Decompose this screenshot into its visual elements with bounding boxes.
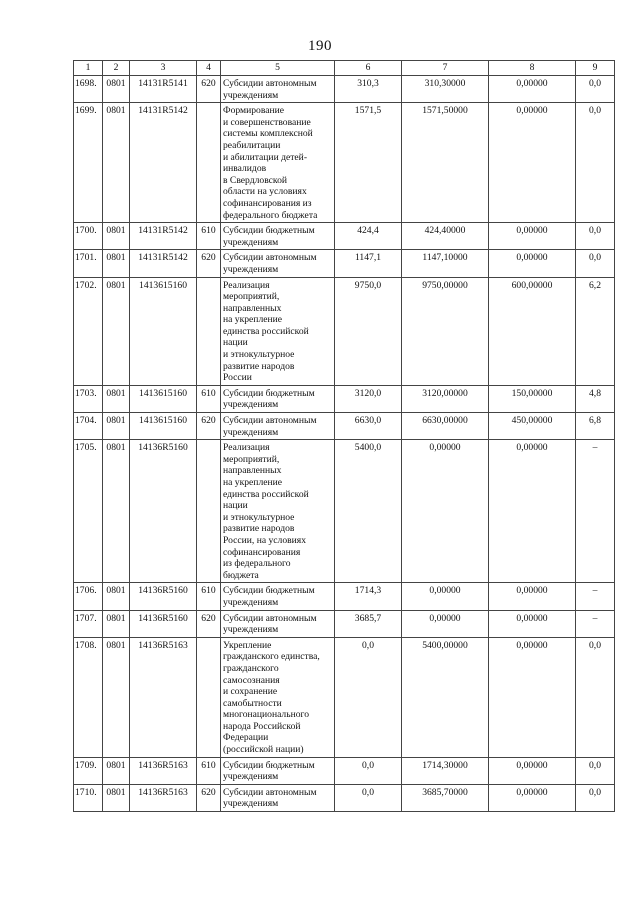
section-code-cell: 0801 <box>103 757 130 784</box>
description-cell: Субсидии автономным учреждениям <box>221 784 335 811</box>
table-row <box>74 637 615 757</box>
approved-amount-cell: 0,0 <box>335 784 402 811</box>
table-row <box>74 103 615 223</box>
target-code-cell: 14136R5160 <box>130 610 197 637</box>
approved-amount-cell: 9750,0 <box>335 277 402 385</box>
description-cell: Субсидии бюджетным учреждениям <box>221 223 335 250</box>
approved-amount-cell: 1571,5 <box>335 103 402 223</box>
expense-type-cell: 610 <box>197 223 221 250</box>
approved-amount-cell: 3685,7 <box>335 610 402 637</box>
executed-amount-cell: 3685,70000 <box>402 784 489 811</box>
column-header-3: 3 <box>130 61 197 76</box>
executed-amount-cell: 424,40000 <box>402 223 489 250</box>
target-code-cell: 14131R5142 <box>130 250 197 277</box>
row-number-cell: 1707. <box>74 610 103 637</box>
target-code-cell: 14136R5160 <box>130 440 197 583</box>
table-row <box>74 610 615 637</box>
approved-amount-cell: 1147,1 <box>335 250 402 277</box>
executed-amount-cell: 0,00000 <box>402 440 489 583</box>
executed-amount-cell: 3120,00000 <box>402 385 489 412</box>
table-row <box>74 76 615 103</box>
expense-type-cell: 610 <box>197 583 221 610</box>
row-number-cell: 1705. <box>74 440 103 583</box>
period-amount-cell: 150,00000 <box>489 385 576 412</box>
expense-type-cell: 620 <box>197 784 221 811</box>
period-amount-cell: 0,00000 <box>489 103 576 223</box>
section-code-cell: 0801 <box>103 610 130 637</box>
approved-amount-cell: 0,0 <box>335 637 402 757</box>
approved-amount-cell: 1714,3 <box>335 583 402 610</box>
description-cell: Субсидии бюджетным учреждениям <box>221 385 335 412</box>
section-code-cell: 0801 <box>103 637 130 757</box>
section-code-cell: 0801 <box>103 385 130 412</box>
executed-amount-cell: 0,00000 <box>402 610 489 637</box>
budget-table <box>73 60 615 812</box>
approved-amount-cell: 310,3 <box>335 76 402 103</box>
table-row <box>74 784 615 811</box>
row-number-cell: 1706. <box>74 583 103 610</box>
table-row <box>74 385 615 412</box>
description-cell: Укрепление гражданского единства, гражданского самосознания и сохранение самобытности многонационального народа Российской Федерации (российской нации) <box>221 637 335 757</box>
table-row <box>74 440 615 583</box>
description-cell: Реализация мероприятий, направленных на укрепление единства российской нации и этнокультурное развитие народов России <box>221 277 335 385</box>
table-row <box>74 757 615 784</box>
percent-cell: 0,0 <box>576 103 615 223</box>
executed-amount-cell: 9750,00000 <box>402 277 489 385</box>
target-code-cell: 14131R5142 <box>130 223 197 250</box>
expense-type-cell <box>197 637 221 757</box>
approved-amount-cell: 6630,0 <box>335 413 402 440</box>
period-amount-cell: 0,00000 <box>489 250 576 277</box>
table-row <box>74 250 615 277</box>
section-code-cell: 0801 <box>103 76 130 103</box>
section-code-cell: 0801 <box>103 277 130 385</box>
period-amount-cell: 0,00000 <box>489 583 576 610</box>
expense-type-cell <box>197 277 221 385</box>
approved-amount-cell: 0,0 <box>335 757 402 784</box>
executed-amount-cell: 1714,30000 <box>402 757 489 784</box>
expense-type-cell <box>197 103 221 223</box>
section-code-cell: 0801 <box>103 784 130 811</box>
table-row <box>74 277 615 385</box>
section-code-cell: 0801 <box>103 440 130 583</box>
executed-amount-cell: 0,00000 <box>402 583 489 610</box>
percent-cell: 0,0 <box>576 637 615 757</box>
percent-cell: 0,0 <box>576 76 615 103</box>
percent-cell: 0,0 <box>576 784 615 811</box>
description-cell: Субсидии автономным учреждениям <box>221 413 335 440</box>
period-amount-cell: 0,00000 <box>489 637 576 757</box>
period-amount-cell: 600,00000 <box>489 277 576 385</box>
percent-cell: – <box>576 440 615 583</box>
approved-amount-cell: 3120,0 <box>335 385 402 412</box>
description-cell: Формирование и совершенствование системы комплексной реабилитации и абилитации детей- инвалидов в Свердловской области на условиях софинансирования из федерального бюджета <box>221 103 335 223</box>
row-number-cell: 1704. <box>74 413 103 440</box>
target-code-cell: 14136R5163 <box>130 757 197 784</box>
target-code-cell: 14136R5160 <box>130 583 197 610</box>
section-code-cell: 0801 <box>103 413 130 440</box>
target-code-cell: 1413615160 <box>130 385 197 412</box>
column-header-2: 2 <box>103 61 130 76</box>
table-row <box>74 583 615 610</box>
page-number: 190 <box>308 38 332 54</box>
section-code-cell: 0801 <box>103 223 130 250</box>
percent-cell: 0,0 <box>576 250 615 277</box>
percent-cell: 0,0 <box>576 757 615 784</box>
period-amount-cell: 0,00000 <box>489 440 576 583</box>
row-number-cell: 1702. <box>74 277 103 385</box>
percent-cell: 4,8 <box>576 385 615 412</box>
section-code-cell: 0801 <box>103 583 130 610</box>
target-code-cell: 14131R5142 <box>130 103 197 223</box>
expense-type-cell: 620 <box>197 610 221 637</box>
column-header-6: 6 <box>335 61 402 76</box>
percent-cell: 6,2 <box>576 277 615 385</box>
executed-amount-cell: 5400,00000 <box>402 637 489 757</box>
percent-cell: 0,0 <box>576 223 615 250</box>
section-code-cell: 0801 <box>103 103 130 223</box>
description-cell: Субсидии бюджетным учреждениям <box>221 757 335 784</box>
column-header-4: 4 <box>197 61 221 76</box>
period-amount-cell: 0,00000 <box>489 784 576 811</box>
column-header-8: 8 <box>489 61 576 76</box>
column-header-9: 9 <box>576 61 615 76</box>
percent-cell: 6,8 <box>576 413 615 440</box>
expense-type-cell: 610 <box>197 757 221 784</box>
expense-type-cell: 620 <box>197 76 221 103</box>
target-code-cell: 14136R5163 <box>130 637 197 757</box>
period-amount-cell: 450,00000 <box>489 413 576 440</box>
row-number-cell: 1698. <box>74 76 103 103</box>
period-amount-cell: 0,00000 <box>489 757 576 784</box>
table-row <box>74 223 615 250</box>
executed-amount-cell: 310,30000 <box>402 76 489 103</box>
row-number-cell: 1708. <box>74 637 103 757</box>
row-number-cell: 1710. <box>74 784 103 811</box>
executed-amount-cell: 6630,00000 <box>402 413 489 440</box>
column-header-1: 1 <box>74 61 103 76</box>
column-header-7: 7 <box>402 61 489 76</box>
period-amount-cell: 0,00000 <box>489 223 576 250</box>
row-number-cell: 1699. <box>74 103 103 223</box>
target-code-cell: 1413615160 <box>130 277 197 385</box>
table-body <box>74 76 615 812</box>
target-code-cell: 1413615160 <box>130 413 197 440</box>
percent-cell: – <box>576 583 615 610</box>
row-number-cell: 1709. <box>74 757 103 784</box>
expense-type-cell: 620 <box>197 413 221 440</box>
section-code-cell: 0801 <box>103 250 130 277</box>
executed-amount-cell: 1147,10000 <box>402 250 489 277</box>
approved-amount-cell: 424,4 <box>335 223 402 250</box>
executed-amount-cell: 1571,50000 <box>402 103 489 223</box>
expense-type-cell: 620 <box>197 250 221 277</box>
period-amount-cell: 0,00000 <box>489 76 576 103</box>
description-cell: Субсидии бюджетным учреждениям <box>221 583 335 610</box>
row-number-cell: 1703. <box>74 385 103 412</box>
target-code-cell: 14131R5141 <box>130 76 197 103</box>
description-cell: Субсидии автономным учреждениям <box>221 76 335 103</box>
period-amount-cell: 0,00000 <box>489 610 576 637</box>
column-header-5: 5 <box>221 61 335 76</box>
row-number-cell: 1700. <box>74 223 103 250</box>
description-cell: Субсидии автономным учреждениям <box>221 610 335 637</box>
description-cell: Реализация мероприятий, направленных на укрепление единства российской нации и этнокультурное развитие народов России, на условиях софинансирования из федерального бюджета <box>221 440 335 583</box>
percent-cell: – <box>576 610 615 637</box>
target-code-cell: 14136R5163 <box>130 784 197 811</box>
row-number-cell: 1701. <box>74 250 103 277</box>
expense-type-cell: 610 <box>197 385 221 412</box>
description-cell: Субсидии автономным учреждениям <box>221 250 335 277</box>
table-header-row <box>74 61 615 76</box>
expense-type-cell <box>197 440 221 583</box>
approved-amount-cell: 5400,0 <box>335 440 402 583</box>
table-row <box>74 413 615 440</box>
